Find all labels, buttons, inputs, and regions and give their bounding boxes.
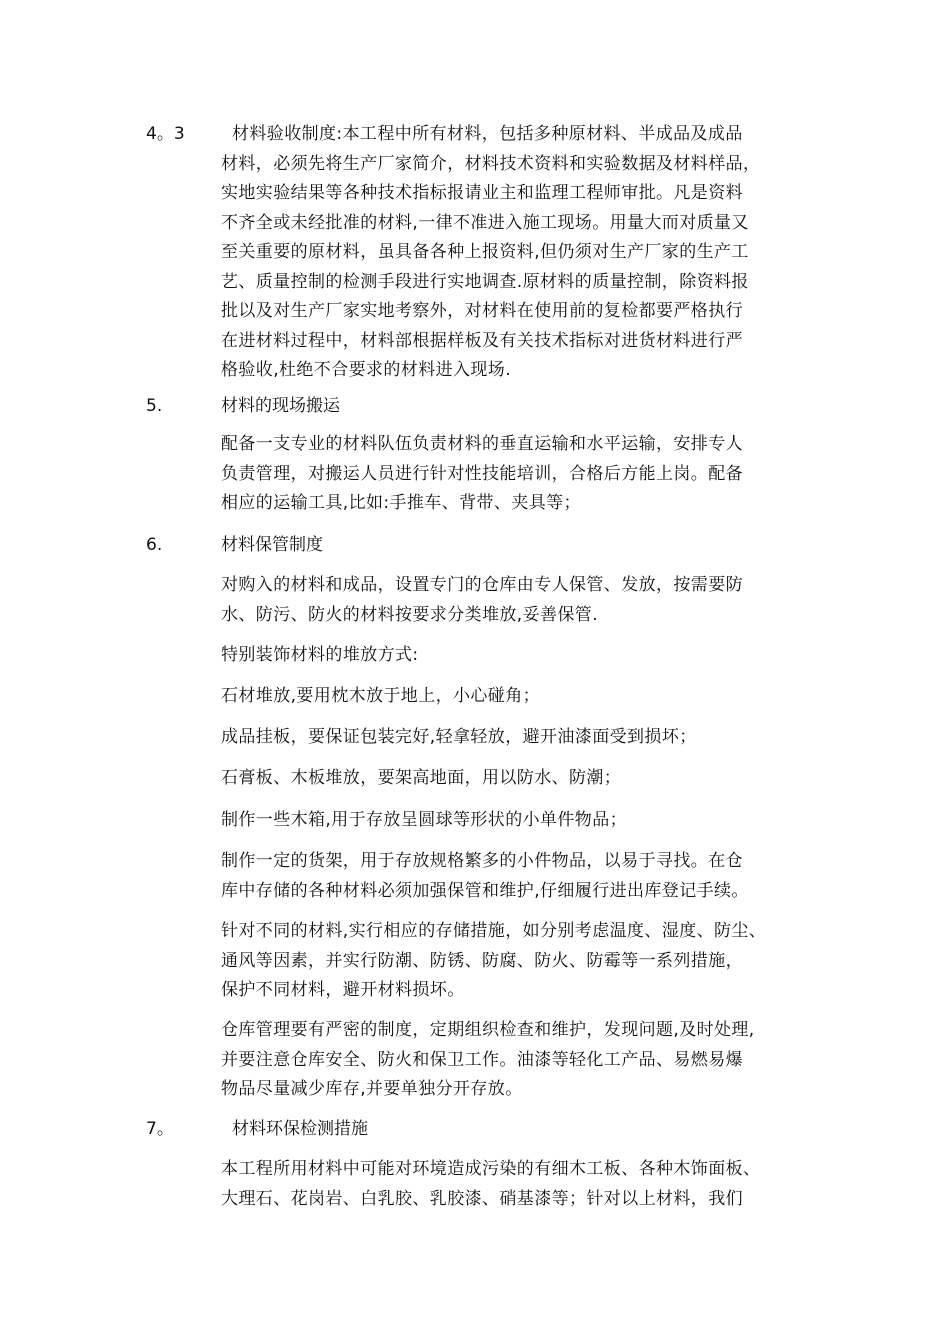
text-line: 负责管理，对搬运人员进行针对性技能培训，合格后方能上岗。配备 [221, 463, 743, 484]
text-line: 石膏板、木板堆放，要架高地面，用以防水、防潮； [221, 768, 622, 788]
text-line: 格验收,杜绝不合要求的材料进入现场. [221, 360, 512, 380]
paragraph-shelving [221, 847, 821, 906]
text-line: 在进材料过程中，材料部根据样板及有关技术指标对进货材料进行严 [221, 330, 743, 351]
text-line: 至关重要的原材料，虽具备各种上报资料,但仍须对生产厂家的生产工 [221, 242, 749, 262]
paragraph-material-acceptance [232, 120, 822, 150]
paragraph-stacking-method [221, 641, 821, 671]
text-line: 特别装饰材料的堆放方式: [221, 645, 419, 665]
paragraph-gypsum-stacking [221, 764, 821, 794]
text-line: 通风等因素，并实行防潮、防锈、防腐、防火、防霉等一系列措施， [221, 950, 743, 971]
section-number-6: 6. [146, 535, 163, 555]
section-title-6: 材料保管制度 [221, 535, 323, 555]
paragraph-material-acceptance-cont [221, 150, 821, 386]
section-number-4-3: 4。3 [146, 124, 185, 144]
text-line: 材料验收制度:本工程中所有材料，包括多种原材料、半成品及成品 [232, 124, 743, 144]
text-line: 实地实验结果等各种技术指标报请业主和监理工程师审批。凡是资料 [221, 183, 743, 203]
text-line: 仓库管理要有严密的制度，定期组织检查和维护，发现问题,及时处理, [221, 1020, 755, 1040]
text-line: 制作一些木箱,用于存放呈圆球等形状的小单件物品； [221, 810, 628, 830]
paragraph-storage-measures [221, 917, 821, 1006]
section-title-5: 材料的现场搬运 [221, 396, 340, 416]
text-line: 并要注意仓库安全、防火和保卫工作。油漆等轻化工产品、易燃易爆 [221, 1049, 743, 1070]
text-line: 艺、质量控制的检测手段进行实地调查.原材料的质量控制，除资料报 [221, 271, 749, 292]
text-line: 制作一定的货架，用于存放规格繁多的小件物品，以易于寻找。在仓 [221, 851, 743, 871]
text-line: 库中存储的各种材料必须加强保管和维护,仔细履行进出库登记手续。 [221, 880, 749, 901]
section-number-7: 7。 [146, 1119, 174, 1139]
paragraph-environmental-testing [221, 1155, 821, 1214]
text-line: 大理石、花岗岩、白乳胶、乳胶漆、硝基漆等；针对以上材料，我们 [221, 1188, 743, 1209]
paragraph-warehouse-management [221, 1016, 821, 1105]
text-line: 针对不同的材料,实行相应的存储措施，如分别考虑温度、湿度、防尘、 [221, 921, 767, 941]
paragraph-wooden-boxes [221, 806, 821, 836]
text-line: 相应的运输工具,比如:手推车、背带、夹具等； [221, 493, 581, 513]
text-line: 石材堆放,要用枕木放于地上，小心碰角； [221, 686, 541, 706]
section-number-5: 5. [146, 396, 163, 416]
text-line: 成品挂板，要保证包装完好,轻拿轻放，避开油漆面受到损坏； [221, 727, 697, 747]
text-line: 配备一支专业的材料队伍负责材料的垂直运输和水平运输，安排专人 [221, 434, 743, 454]
text-line: 物品尽量减少库存,并要单独分开存放。 [221, 1079, 523, 1099]
section-title-7: 材料环保检测措施 [232, 1119, 368, 1139]
paragraph-storage-intro [221, 571, 821, 630]
paragraph-panel-stacking [221, 723, 821, 753]
text-line: 不齐全或未经批准的材料,一律不准进入施工现场。用量大而对质量又 [221, 212, 749, 233]
paragraph-stone-stacking [221, 682, 821, 712]
text-line: 材料，必须先将生产厂家简介，材料技术资料和实验数据及材料样品， [221, 153, 761, 174]
text-line: 保护不同材料，避开材料损坏。 [221, 980, 465, 1000]
text-line: 本工程所用材料中可能对环境造成污染的有细木工板、各种木饰面板、 [221, 1159, 761, 1179]
text-line: 对购入的材料和成品，设置专门的仓库由专人保管、发放，按需要防 [221, 575, 743, 595]
text-line: 水、防污、防火的材料按要求分类堆放,妥善保管. [221, 604, 599, 625]
text-line: 批以及对生产厂家实地考察外，对材料在使用前的复检都要严格执行 [221, 301, 743, 321]
paragraph-material-transport [221, 430, 821, 519]
